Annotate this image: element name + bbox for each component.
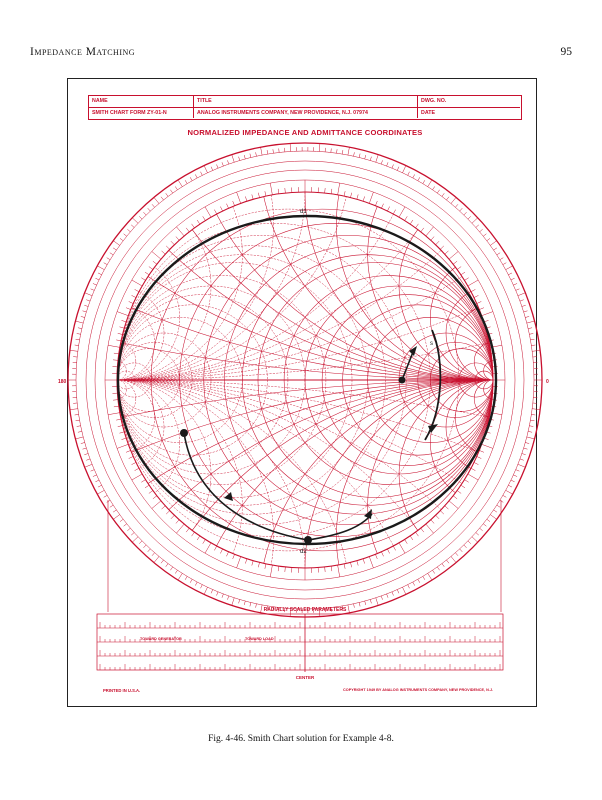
- chart-heading: NORMALIZED IMPEDANCE AND ADMITTANCE COORDINATES: [187, 128, 423, 137]
- marker-d1: d1: [300, 209, 307, 215]
- ruler-ticks: [100, 622, 500, 670]
- point-left: [180, 429, 188, 437]
- title-label: TITLE: [197, 98, 212, 104]
- load-point: [399, 377, 406, 384]
- center-label: CENTER: [295, 675, 315, 680]
- printed-in: PRINTED IN U.S.A.: [103, 688, 141, 693]
- arrow-1: [409, 346, 417, 356]
- scales-title: RADIALLY SCALED PARAMETERS: [263, 607, 347, 613]
- marker-s: s: [430, 341, 433, 347]
- date-label: DATE: [421, 109, 436, 116]
- copyright: COPYRIGHT 1949 BY ANALOG INSTRUMENTS COMPANY, NEW PROVIDENCE, N.J.: [343, 688, 494, 692]
- toward-load: TOWARD LOAD: [245, 637, 274, 641]
- angle-label-left: 180: [58, 379, 67, 385]
- marker-d2: d2: [300, 549, 307, 555]
- form-label: SMITH CHART FORM ZY-01-N: [92, 109, 167, 116]
- angle-label-right: 0: [546, 379, 549, 385]
- figure-caption: Fig. 4-46. Smith Chart solution for Example 4-8.: [208, 734, 394, 744]
- dwg-label: DWG. NO.: [421, 98, 447, 104]
- radial-segment: [402, 352, 413, 380]
- page-number: 95: [560, 46, 572, 58]
- point-bottom: [304, 536, 312, 544]
- scale-drop-lines: [108, 500, 501, 612]
- toward-generator: TOWARD GENERATOR: [140, 637, 182, 641]
- name-label: NAME: [92, 98, 108, 104]
- running-title: Impedance Matching: [30, 46, 136, 58]
- company-label: ANALOG INSTRUMENTS COMPANY, NEW PROVIDENCE, N.J. 07974: [197, 109, 368, 116]
